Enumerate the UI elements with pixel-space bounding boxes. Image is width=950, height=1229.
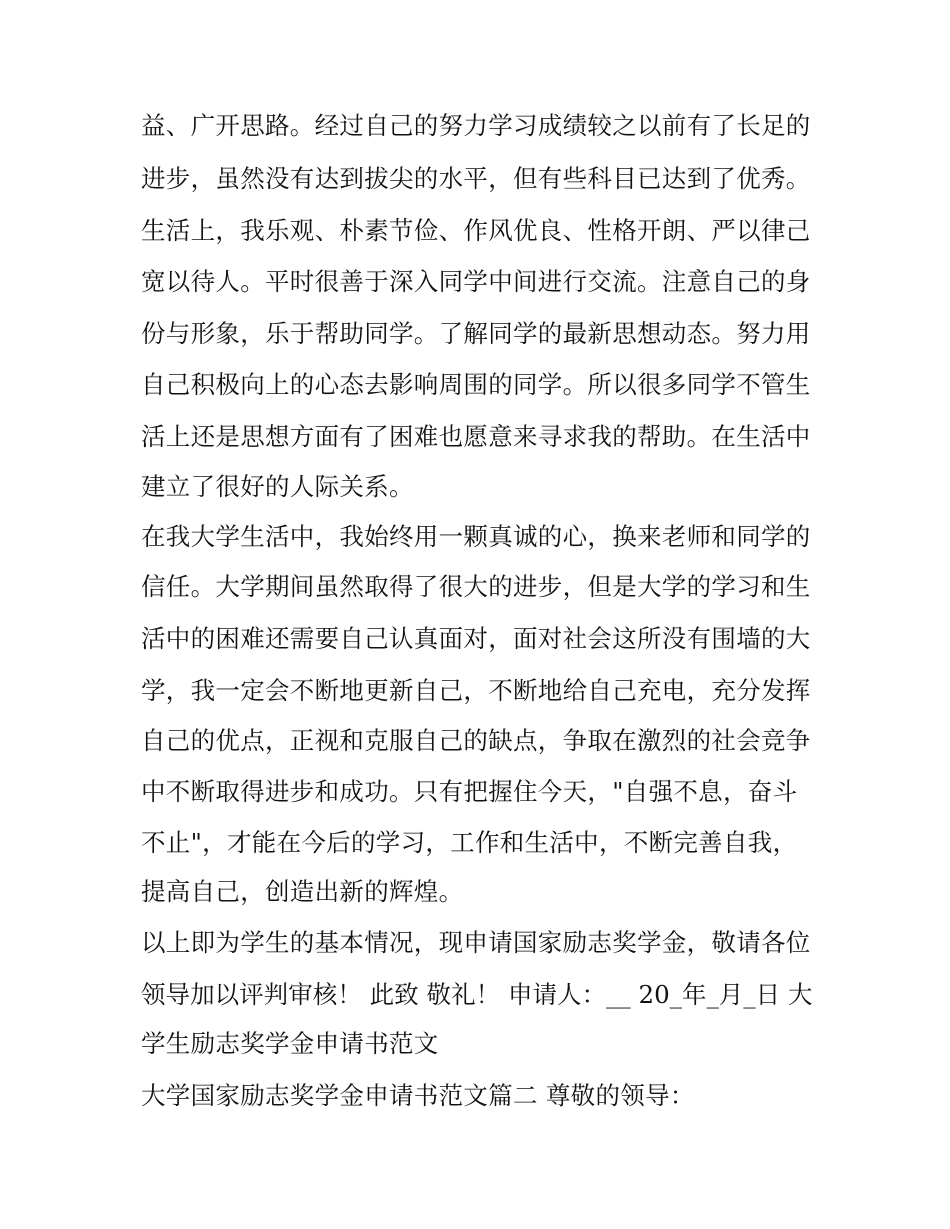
text-line: 活上还是思想方面有了困难也愿意来寻求我的帮助。在生活中 [141,422,811,451]
text-line: 信任。大学期间虽然取得了很大的进步，但是大学的学习和生 [141,572,811,601]
text-line: 份与形象，乐于帮助同学。了解同学的最新思想动态。努力用 [141,319,811,348]
text-line: 益、广开思路。经过自己的努力学习成绩较之以前有了长足的 [141,111,811,140]
text-line: 学，我一定会不断地更新自己，不断地给自己充电，充分发挥 [141,676,811,705]
text-line: 建立了很好的人际关系。 [141,472,414,501]
text-line: 提高自己，创造出新的辉煌。 [141,877,464,906]
text-line: 学生励志奖学金申请书范文 [141,1029,439,1058]
text-line: 进步，虽然没有达到拔尖的水平，但有些科目已达到了优秀。 [141,164,811,193]
text-line: 大学国家励志奖学金申请书范文篇二 尊敬的领导： [141,1081,695,1110]
text-line: 以上即为学生的基本情况，现申请国家励志奖学金，敬请各位 [141,928,811,957]
text-line: 领导加以评判审核！ 此致 敬礼！ 申请人：__ 20_年_月_日 大 [141,980,813,1009]
text-line: 生活上，我乐观、朴素节俭、作风优良、性格开朗、严以律己 [141,216,811,245]
text-line: 中不断取得进步和成功。只有把握住今天，"自强不息，奋斗 [141,777,798,806]
text-line: 宽以待人。平时很善于深入同学中间进行交流。注意自己的身 [141,267,811,296]
text-line: 在我大学生活中，我始终用一颗真诚的心，换来老师和同学的 [141,522,811,551]
text-line: 活中的困难还需要自己认真面对，面对社会这所没有围墙的大 [141,624,811,653]
text-line: 自己积极向上的心态去影响周围的同学。所以很多同学不管生 [141,370,811,399]
text-line: 自己的优点，正视和克服自己的缺点，争取在激烈的社会竞争 [141,726,811,755]
text-line: 不止"，才能在今后的学习，工作和生活中，不断完善自我， [141,828,798,857]
